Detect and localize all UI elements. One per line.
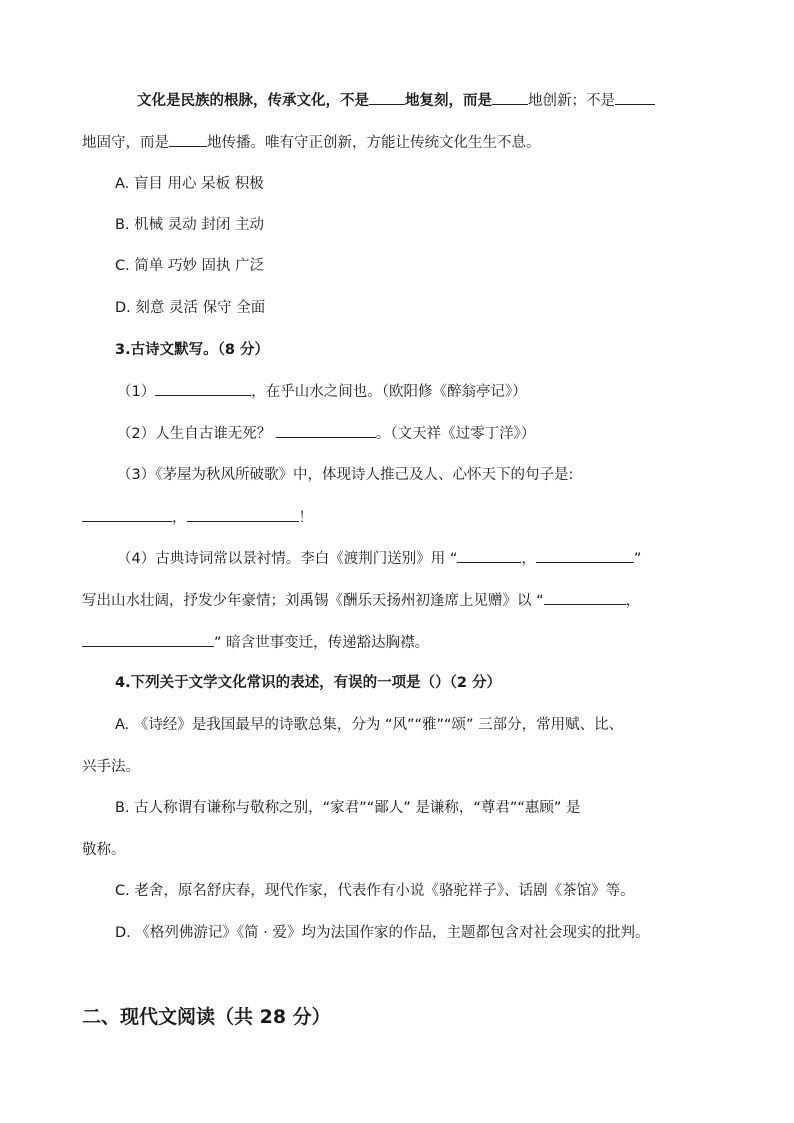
q3-part2-text: （2）人生自古谁无死？	[117, 426, 272, 442]
q3-part4-line1	[117, 548, 641, 569]
answer-blank[interactable]	[187, 507, 299, 522]
q2-stem-bold-2: 地复刻，而是	[405, 93, 492, 109]
q2-stem-text: 地创新；不是	[528, 93, 615, 109]
q3-part3: （3）《茅屋为秋风所破歌》中，体现诗人推己及人、心怀天下的句子是:	[117, 467, 574, 483]
q4-option-a-line1[interactable]: A. 《诗经》是我国最早的诗歌总集，分为 “风”“雅”“颂” 三部分，常用赋、比、	[115, 717, 624, 733]
section-title: 二、现代文阅读（共 28 分）	[82, 1006, 331, 1028]
q4-option-c[interactable]: C. 老舍，原名舒庆春，现代作家，代表作有小说《骆驼祥子》、话剧《茶馆》等。	[115, 883, 635, 899]
q3-part4-text: ” 暗含世事变迁，传递豁达胸襟。	[214, 635, 430, 651]
q2-option-a[interactable]: A. 盲目 用心 呆板 积极	[115, 176, 264, 192]
comma: ，	[625, 593, 641, 609]
q3-part2	[117, 423, 535, 444]
q3-part3-answers	[82, 507, 313, 528]
answer-blank[interactable]	[276, 423, 376, 438]
answer-blank[interactable]	[457, 548, 521, 563]
answer-blank[interactable]	[615, 90, 655, 105]
answer-blank[interactable]	[169, 132, 207, 147]
comma: ，	[521, 551, 536, 567]
answer-blank[interactable]	[536, 548, 634, 563]
q2-stem-bold: 文化是民族的根脉，传承文化，不是	[137, 93, 369, 109]
q2-option-b[interactable]: B. 机械 灵动 封闭 主动	[115, 217, 264, 233]
q3-part1-text: ，在乎山水之间也。（欧阳修《醉翁亭记》）	[251, 384, 527, 400]
quote-mark: ”	[633, 551, 642, 567]
q4-option-b-line1[interactable]: B. 古人称谓有谦称与敬称之别，“家君”“鄙人” 是谦称，“尊君”“惠顾” 是	[115, 800, 581, 816]
q4-title: 4.下列关于文学文化常识的表述，有误的一项是（）（2 分）	[115, 675, 501, 691]
q2-option-c[interactable]: C. 简单 巧妙 固执 广泛	[115, 258, 265, 274]
q4-option-a-line2: 兴手法。	[82, 759, 140, 775]
q3-title: 3.古诗文默写。（8 分）	[115, 342, 269, 358]
q3-part1	[117, 381, 527, 402]
q3-part2-tail: 。（文天祥《过零丁洋》）	[375, 426, 536, 442]
q2-option-d[interactable]: D. 刻意 灵活 保守 全面	[115, 300, 266, 316]
answer-blank[interactable]	[544, 590, 626, 605]
answer-blank[interactable]	[82, 632, 214, 647]
answer-blank[interactable]	[492, 90, 528, 105]
answer-blank[interactable]	[369, 90, 405, 105]
q3-part4-line3	[82, 632, 429, 653]
exclamation: ！	[298, 510, 313, 526]
q3-part4-line2	[82, 590, 640, 611]
answer-blank[interactable]	[82, 507, 172, 522]
comma: ，	[172, 510, 187, 526]
q2-stem-line2	[82, 132, 541, 153]
q3-part1-label: （1）	[117, 384, 156, 400]
q3-part4-text: （4）古典诗词常以景衬情。李白《渡荆门送别》用 “	[117, 551, 458, 567]
q2-stem-text: 地传播。唯有守正创新，方能让传统文化生生不息。	[207, 135, 541, 151]
answer-blank[interactable]	[155, 381, 251, 396]
q4-option-d[interactable]: D. 《格列佛游记》《简 · 爱》均为法国作家的作品，主题都包含对社会现实的批判。	[115, 925, 650, 941]
q3-part4-text: 写出山水壮阔，抒发少年豪情；刘禹锡《酬乐天扬州初逢席上见赠》以 “	[82, 593, 544, 609]
q2-stem-line1	[137, 90, 655, 111]
q2-stem-text: 地固守，而是	[82, 135, 169, 151]
q4-option-b-line2: 敬称。	[82, 842, 126, 858]
